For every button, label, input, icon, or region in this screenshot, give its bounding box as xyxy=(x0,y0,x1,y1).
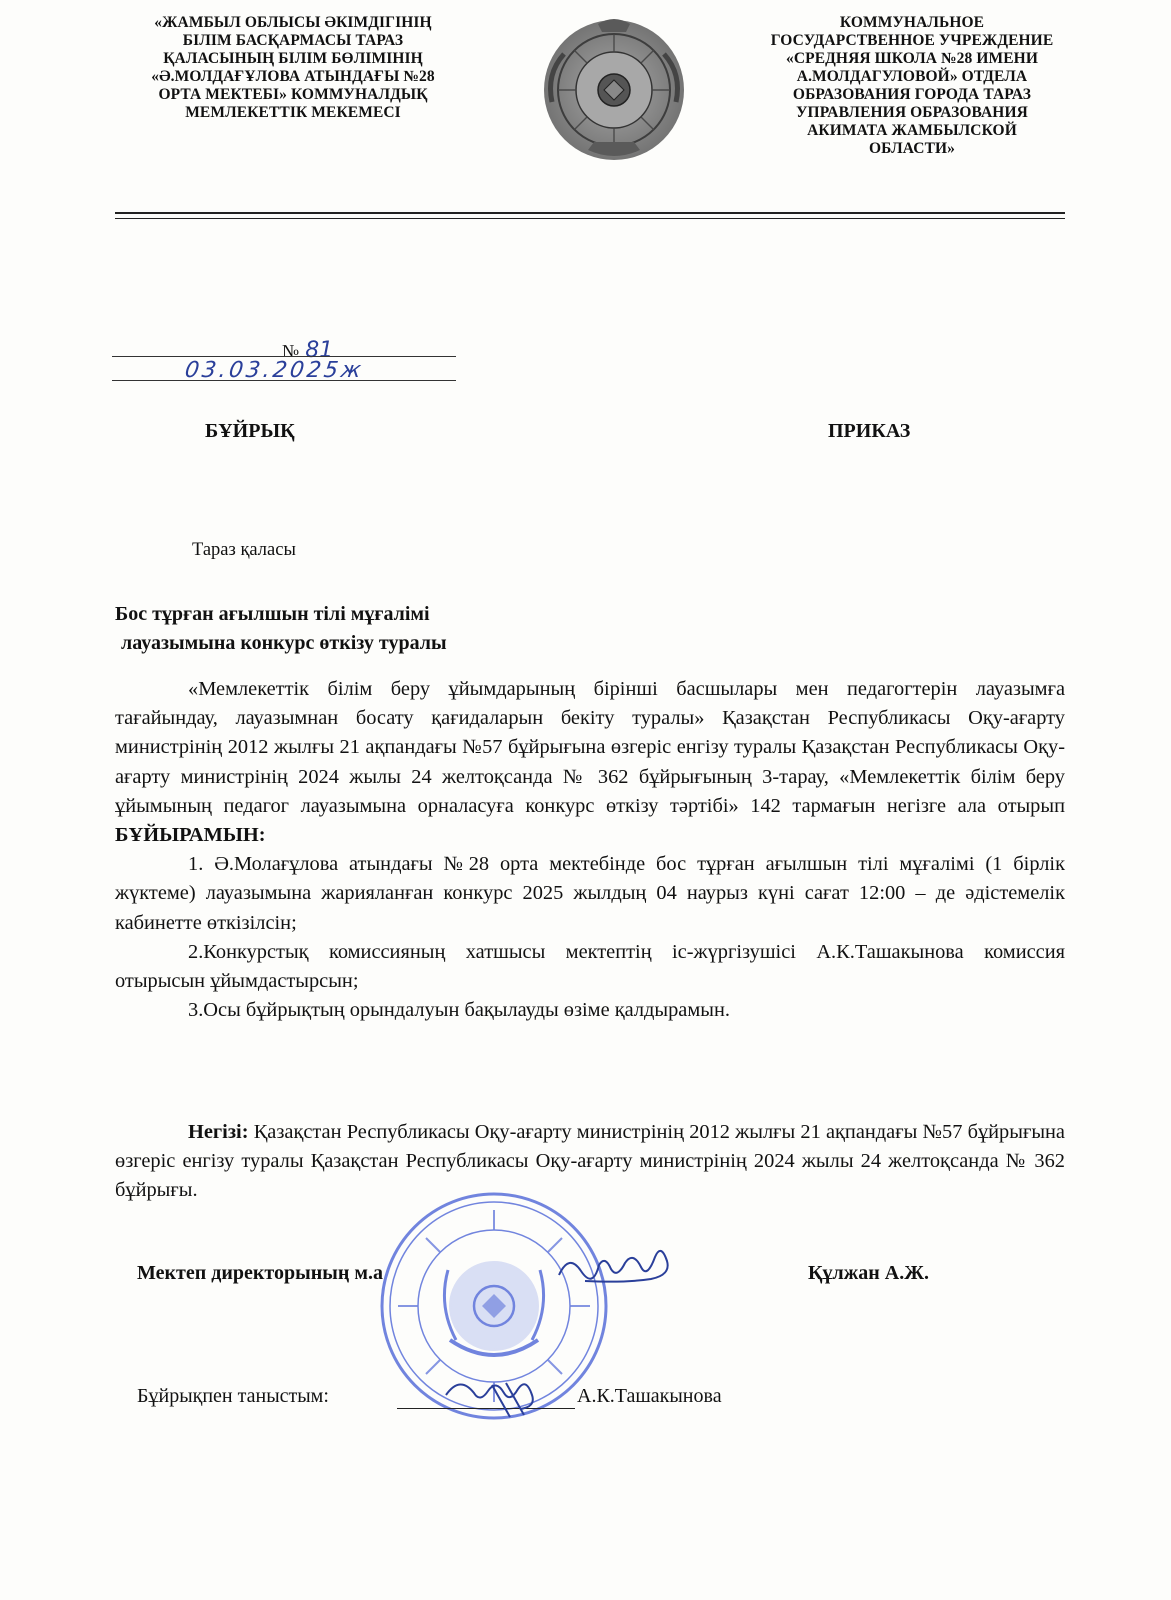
header-right-line: А.МОЛДАГУЛОВОЙ» ОТДЕЛА xyxy=(796,68,1028,85)
number-label: № xyxy=(282,341,300,361)
header-divider xyxy=(115,212,1065,214)
header-right-line: АКИМАТА ЖАМБЫЛСКОЙ xyxy=(807,122,1017,139)
preamble-text: «Мемлекеттік білім беру ұйымдарының бірінші басшылары мен педагогтерін лауазымға тағайындау, лауазымнан босату қағидаларын бекіту туралы» Қазақстан Республикасы Оқу-ағарту министрінің 2012 жылғы 21 ақпандағы №57 бұйрығына өзгеріс енгізу туралы Қазақстан Республикасы Оқу-ағарту министрінің 2024 жылы 24 желтоқсанда № 362 бұйрығының 3-тарау, «Мемлекеттік білім беру ұйымының педагог лауазымына орналасуға конкурс өткізу тәртібі» 142 тармағын негізге ала отырып xyxy=(115,678,1065,817)
order-item: 3.Осы бұйрықтың орындалуын бақылауды өзіме қалдырамын. xyxy=(188,999,730,1022)
director-title: Мектеп директорының м.а xyxy=(137,1262,383,1284)
basis-text: Қазақстан Республикасы Оқу-ағарту министрінің 2012 жылғы 21 ақпандағы №57 бұйрығына өзгеріс енгізу туралы Қазақстан Республикасы Оқу-ағарту министрінің 2024 жылы 24 желтоқсанда № 362 бұйрығы. xyxy=(115,1121,1065,1202)
preamble xyxy=(115,675,1065,850)
subject-line: лауазымына конкурс өткізу туралы xyxy=(121,632,447,654)
doc-type-kz: БҰЙРЫҚ xyxy=(205,420,295,442)
header-right-line: ОБРАЗОВАНИЯ ГОРОДА ТАРАЗ xyxy=(792,86,1032,103)
acknowledgement-name: А.К.Ташакынова xyxy=(577,1385,722,1407)
director-signature xyxy=(555,1235,675,1295)
order-word: БҰЙЫРАМЫН: xyxy=(115,824,266,847)
director-name: Құлжан А.Ж. xyxy=(808,1262,929,1284)
city: Тараз қаласы xyxy=(192,540,296,560)
header-left-kz xyxy=(128,14,458,122)
order-item: 2.Конкурстық комиссияның хатшысы мектептің іс-жүргізушісі А.К.Ташакынова комиссия отырысын ұйымдастырсын; xyxy=(115,940,1065,993)
acknowledgement-label: Бұйрықпен таныстым: xyxy=(137,1385,329,1407)
registration-date: 03.03.2025ж xyxy=(183,358,366,383)
header-left-line: ҚАЛАСЫНЫҢ БІЛІМ БӨЛІМІНІҢ xyxy=(163,50,423,67)
header-right-ru xyxy=(742,14,1082,158)
header-right-line: ОБЛАСТИ» xyxy=(868,140,956,157)
order-item: 1. Ә.Молағұлова атындағы №28 орта мектебінде бос тұрған ағылшын тілі мұғалімі (1 бірлік жүктеме) лауазымына жарияланған конкурс 2025 жылдың 04 наурыз күні сағат 12:00 – де әдістемелік кабинетте өткізілсін; xyxy=(115,853,1065,934)
header-divider xyxy=(115,218,1065,219)
subject-line: Бос тұрған ағылшын тілі мұғалімі xyxy=(115,603,430,625)
acknowledgement-signature xyxy=(440,1365,560,1420)
date-line xyxy=(112,380,456,381)
basis-label: Негізі: xyxy=(188,1121,249,1143)
header-right-line: УПРАВЛЕНИЯ ОБРАЗОВАНИЯ xyxy=(796,104,1028,121)
state-emblem-icon xyxy=(538,10,690,166)
number-value: 81 xyxy=(305,338,334,363)
number-line xyxy=(112,356,456,357)
header-left-line: МЕМЛЕКЕТТІК МЕКЕМЕСІ xyxy=(185,104,401,121)
doc-type-ru: ПРИКАЗ xyxy=(828,420,911,442)
order-body xyxy=(115,675,1065,1025)
header-right-line: КОММУНАЛЬНОЕ xyxy=(839,14,985,31)
header-right-line: ГОСУДАРСТВЕННОЕ УЧРЕЖДЕНИЕ xyxy=(770,32,1054,49)
header-right-line: «СРЕДНЯЯ ШКОЛА №28 ИМЕНИ xyxy=(786,50,1038,67)
header-left-line: ОРТА МЕКТЕБІ» КОММУНАЛДЫҚ xyxy=(158,86,428,103)
header-left-line: БІЛІМ БАСҚАРМАСЫ ТАРАЗ xyxy=(182,32,404,49)
header-left-line: «ЖАМБЫЛ ОБЛЫСЫ ӘКІМДІГІНІҢ xyxy=(154,14,432,31)
header-left-line: «Ә.МОЛДАҒҰЛОВА АТЫНДАҒЫ №28 xyxy=(151,68,435,85)
